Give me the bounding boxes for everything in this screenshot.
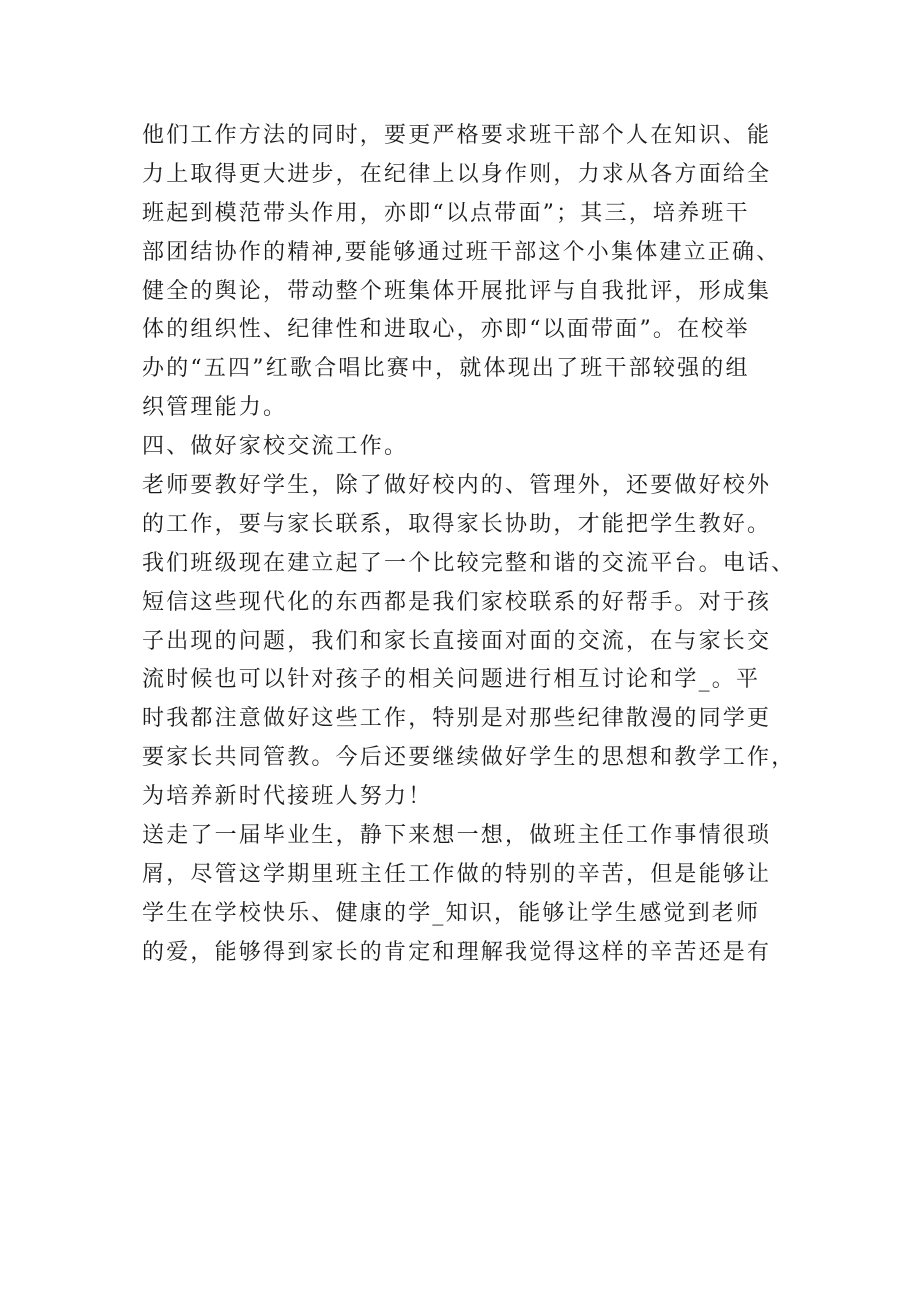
text-line: 体的组织性、纪律性和进取心，亦即“以面带面”。在校举 [142,317,750,343]
text-line: 老师要教好学生，除了做好校内的、管理外，还要做好校外 [142,473,772,499]
text-line: 要家长共同管教。今后还要继续做好学生的思想和教学工作， [142,745,796,771]
text-line: 送走了一届毕业生，静下来想一想，做班主任工作事情很琐 [142,823,772,849]
text-line: 的爱，能够得到家长的肯定和理解我觉得这样的辛苦还是有 [142,939,772,965]
text-line: 他们工作方法的同时，要更严格要求班干部个人在知识、能 [142,123,772,148]
text-line: 健全的舆论，带动整个班集体开展批评与自我批评，形成集 [142,278,772,304]
text-line: 子出现的问题，我们和家长直接面对面的交流，在与家长交 [142,628,772,654]
text-line: 流时候也可以针对孩子的相关问题进行相互讨论和学_。平 [142,667,761,693]
text-line: 学生在学校快乐、健康的学_知识，能够让学生感觉到老师 [142,900,761,926]
section-heading: 四、做好家校交流工作。 [142,434,409,460]
text-line: 时我都注意做好这些工作，特别是对那些纪律散漫的同学更 [142,706,772,732]
text-line: 力上取得更大进步，在纪律上以身作则，力求从各方面给全 [142,161,772,187]
text-line: 我们班级现在建立起了一个比较完整和谐的交流平台。电话、 [142,550,796,576]
text-line: 办的“五四”红歌合唱比赛中，就体现出了班干部较强的组 [142,356,750,382]
text-line: 织管理能力。 [142,395,288,421]
document-body [142,117,796,973]
text-line: 的工作，要与家长联系，取得家长协助，才能把学生教好。 [142,511,772,537]
text-line: 短信这些现代化的东西都是我们家校联系的好帮手。对于孩 [142,589,772,615]
text-line: 部团结协作的精神,要能够通过班干部这个小集体建立正确、 [142,239,781,265]
text-line: 班起到模范带头作用，亦即“以点带面”；其三，培养班干 [142,200,750,226]
text-line: 屑，尽管这学期里班主任工作做的特别的辛苦，但是能够让 [142,861,772,887]
text-line: 为培养新时代接班人努力！ [142,784,433,810]
